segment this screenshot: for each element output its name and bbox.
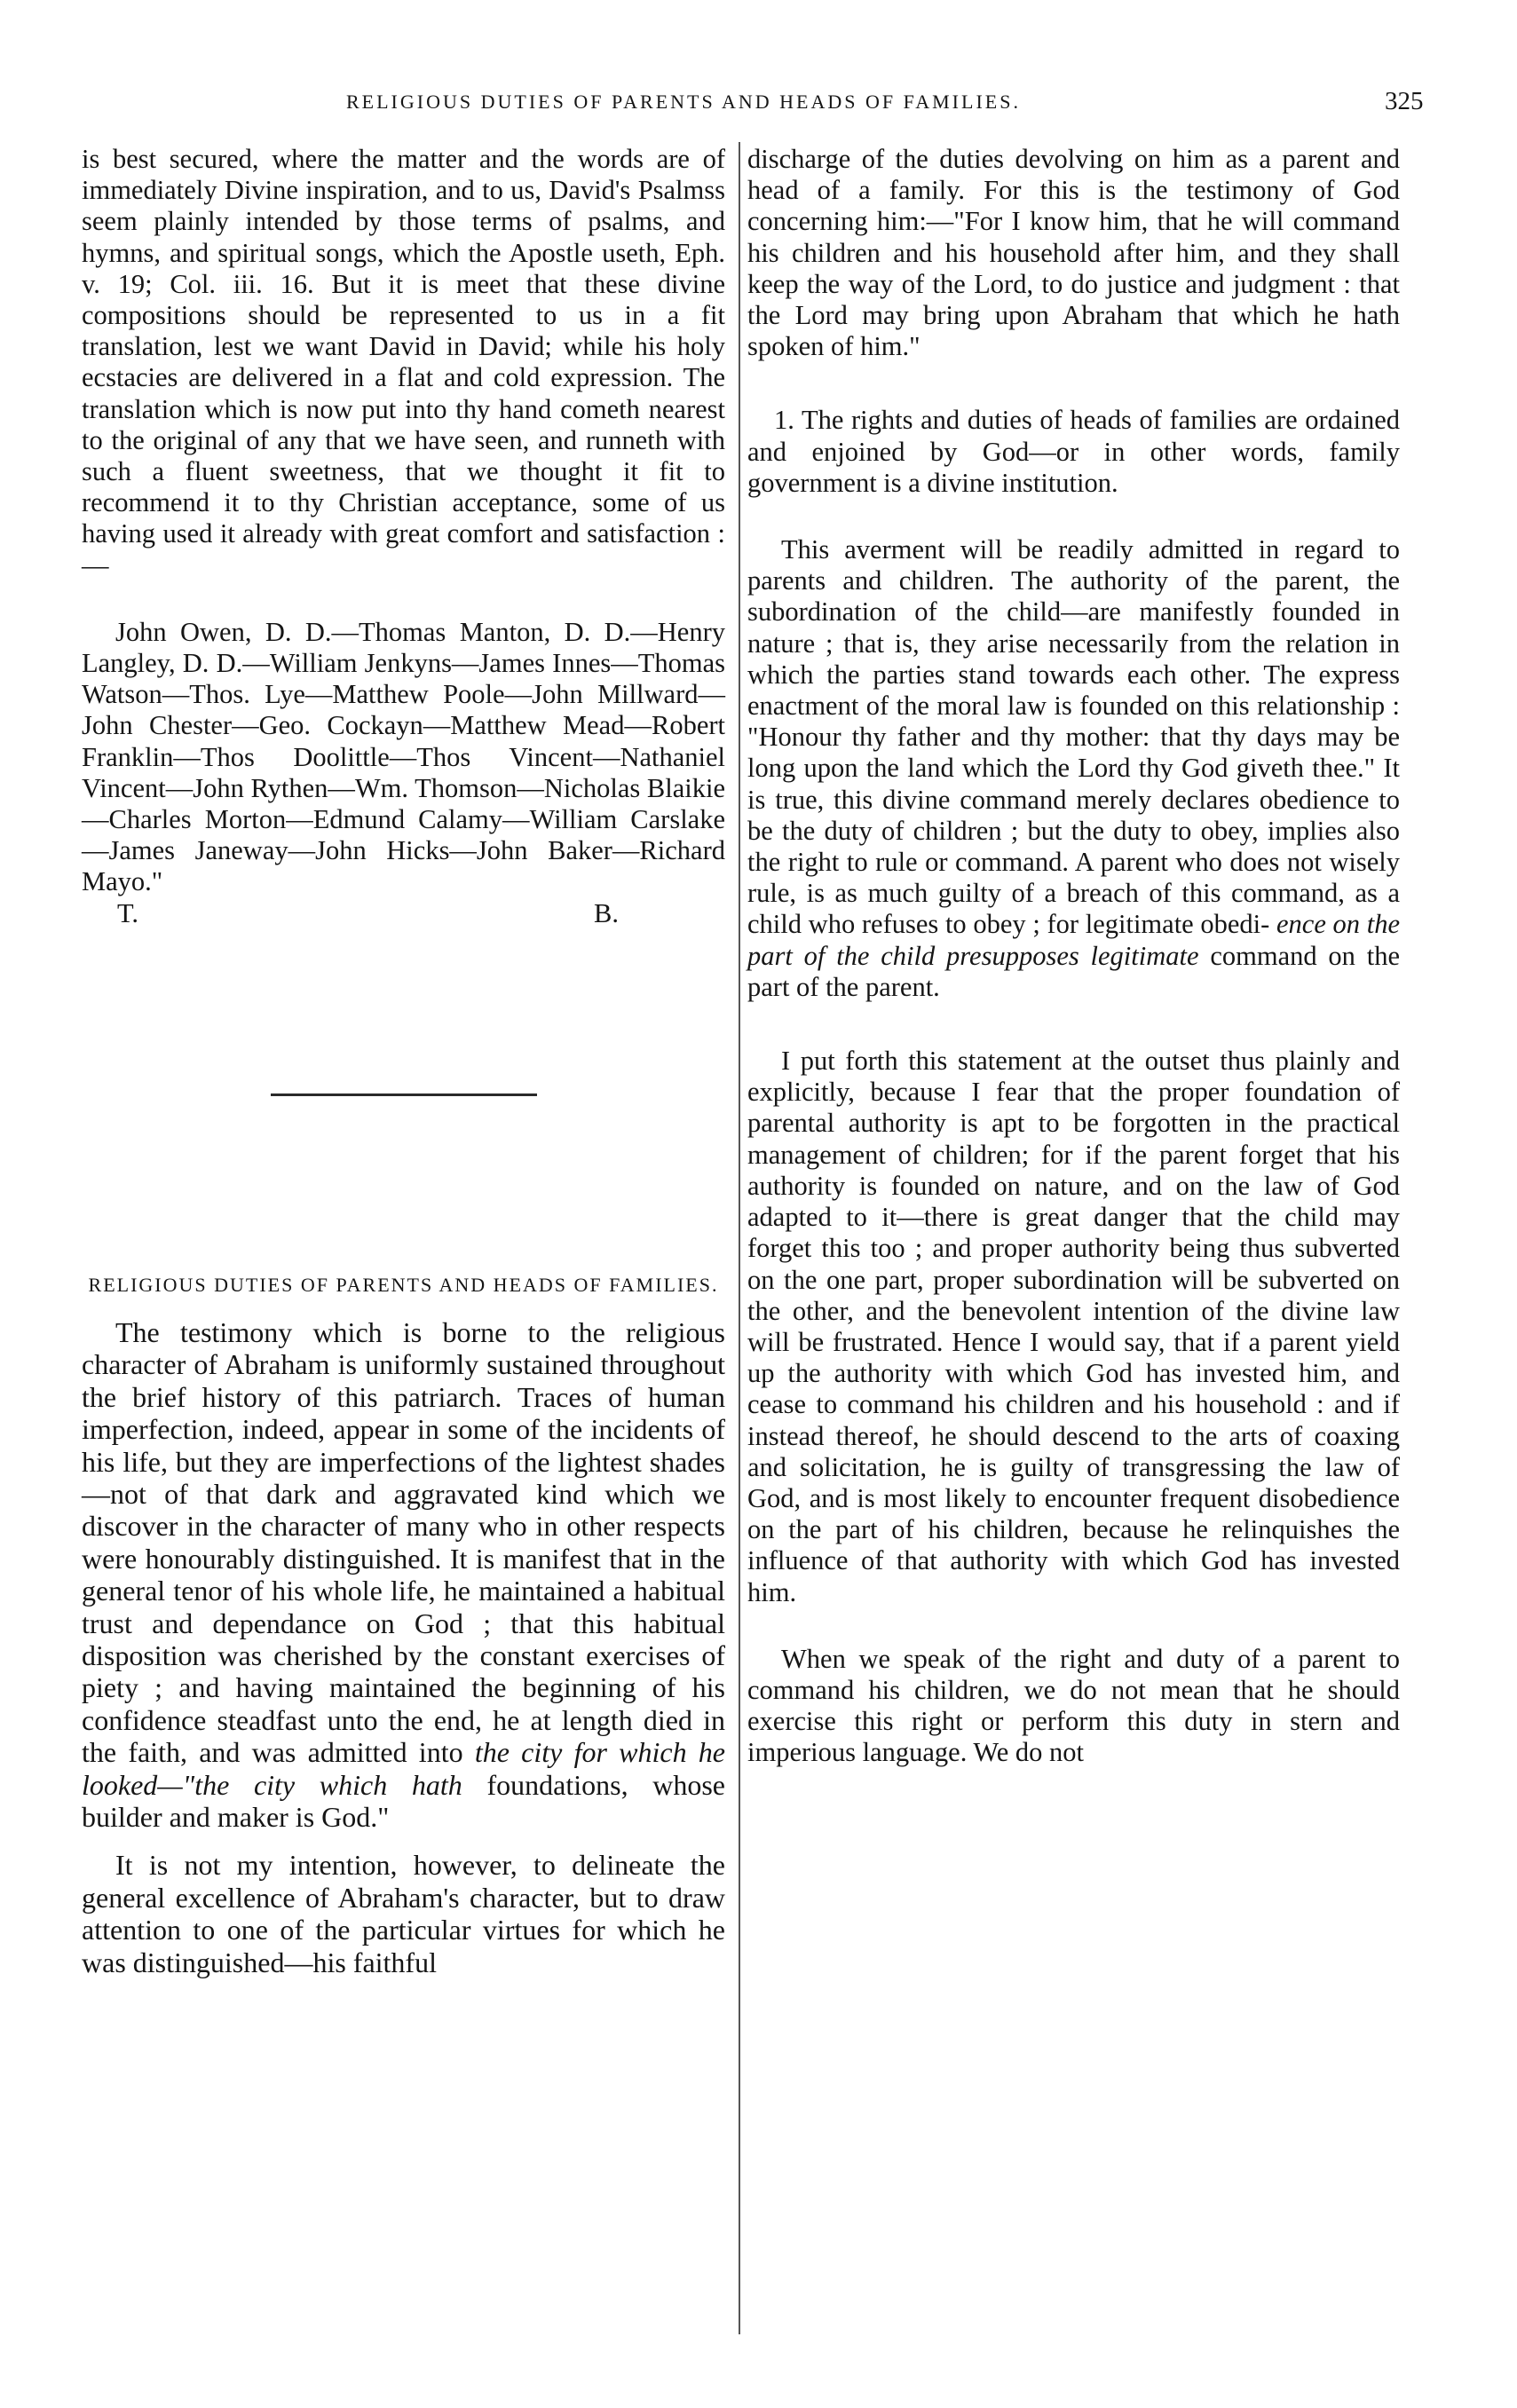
continued-paragraph: discharge of the duties devolving on him as a parent and head of a family. For this is the testimony of God concerning him:—"For I know him, that he will command his children and his household after him, and they shall keep the way of the Lord, to do justice and judgment : that the Lord may bring upon Abraham that which he hath spoken of him.": [747, 144, 1400, 362]
right-column: [747, 144, 1400, 1769]
initial-left: T.: [117, 897, 138, 928]
article-paragraph-1-end: foundations, whose builder and maker is God.": [82, 1768, 726, 1833]
preface-text: is best secured, where the matter and the words are of immediately Divine inspiration, and to us, David's Psalmss seem plainly intended by those terms of psalms, and hymns, and spiritual songs, which the Apostle useth, Eph. v. 19; Col. iii. 16. But it is meet that these divine compositions should be represented to us in a fit translation, lest we want David in David; while his holy ecstacies are delivered in a flat and cold expression. The translation which is now put into thy hand cometh nearest to the original of any that we have seen, and runneth with such a fluent sweetness, that we thought it fit to recommend it to thy Christian acceptance, some of us having used it already with great comfort and satisfaction :—: [82, 144, 725, 580]
signatories-list: John Owen, D. D.—Thomas Manton, D. D.—Henry Langley, D. D.—William Jenkyns—James Innes—Thomas Watson—Thos. Lye—Matthew Poole—John Millward—John Chester—Geo. Cockayn—Matthew Mead—Robert Franklin—Thos Doolittle—Thos Vincent—Nathaniel Vincent—John Rythen—Wm. Thomson—Nicholas Blaikie—Charles Morton—Edmund Calamy—William Carslake—James Janeway—John Hicks—John Baker—Richard Mayo.": [82, 616, 725, 897]
running-head: [0, 87, 1517, 126]
command-paragraph: When we speak of the right and duty of a parent to command his children, we do not mean that he should exercise this right or perform this duty in stern and imperious language. We do not: [747, 1643, 1400, 1768]
numbered-point-1: 1. The rights and duties of heads of families are ordained and enjoined by God—or in other words, family government is a divine institution.: [747, 405, 1400, 498]
statement-paragraph: I put forth this statement at the outset thus plainly and explicitly, because I fear that the proper foundation of parental authority is apt to be forgotten in the practical management of children; for if the parent forget that his authority is founded on nature, and on the law of God adapted to it—there is great danger that the child may forget this too ; and proper authority being thus subverted on the one part, proper subordination will be subverted on the other, and the benevolent intention of the divine law will be frustrated. Hence I would say, that if a parent yield up the authority with which God has invested him, and cease to command his children and his household : and if instead thereof, he should descend to the arts of coaxing and solicitation, he is guilty of transgressing the law of God, and is most likely to encounter frequent disobedience on the part of his children, because he relinquishes the influence of that authority with which God has invested him.: [747, 1046, 1400, 1607]
section-divider: [271, 1093, 537, 1096]
page-number: 325: [1385, 87, 1424, 115]
column-rule: [739, 142, 740, 2334]
article-paragraph-1-text: The testimony which is borne to the religious character of Abraham is uniformly sustained throughout the brief history of this patriarch. Traces of human imperfection, indeed, appear in some of the incidents of his life, but they are imperfections of the lightest shades—not of that dark and aggravated kind which we discover in the character of many who in other respects were honourably distinguished. It is manifest that in the general tenor of his whole life, he maintained a habitual trust and dependance on God ; that this habitual disposition was cherished by the constant exercises of piety ; and having maintained the beginning of his confidence steadfast unto the end, he at length died in the faith, and was admitted into: [82, 1315, 725, 1769]
signature-initials: [82, 898, 725, 929]
section-title: RELIGIOUS DUTIES OF PARENTS AND HEADS OF FAMILIES.: [88, 1273, 719, 1296]
article-paragraph-1: [82, 1316, 725, 1834]
averment-paragraph-italic: ence on the part of the child presupposes legitimate: [747, 909, 1400, 971]
initial-right: B.: [594, 897, 619, 928]
article-paragraph-1-italic: the city for which he looked—"the city which hath: [82, 1736, 726, 1801]
averment-paragraph-text: This averment will be readily admitted in regard to parents and children. The authority of the parent, the subordination of the child—are manifestly founded in nature ; that is, they arise necessarily from the relation in which the parties stand towards each other. The express enactment of the moral law is founded on this relationship : "Honour thy father and thy mother: that thy days may be long upon the land which the Lord thy God giveth thee." It is true, this divine command merely declares obedience to be the duty of children ; but the duty to obey, implies also the right to rule or command. A parent who does not wisely rule, is as much guilty of a breach of this command, as a child who refuses to obey ; for legitimate obedi-: [747, 534, 1400, 940]
left-column: [82, 144, 725, 1978]
article-paragraph-2: It is not my intention, however, to delineate the general excellence of Abraham's character, but to draw attention to one of the particular virtues for which he was distinguished—his faithful: [82, 1849, 725, 1978]
running-title: RELIGIOUS DUTIES OF PARENTS AND HEADS OF FAMILIES.: [346, 91, 1021, 113]
averment-paragraph: [747, 534, 1400, 1003]
averment-paragraph-end: command on the part of the parent.: [747, 940, 1400, 1002]
